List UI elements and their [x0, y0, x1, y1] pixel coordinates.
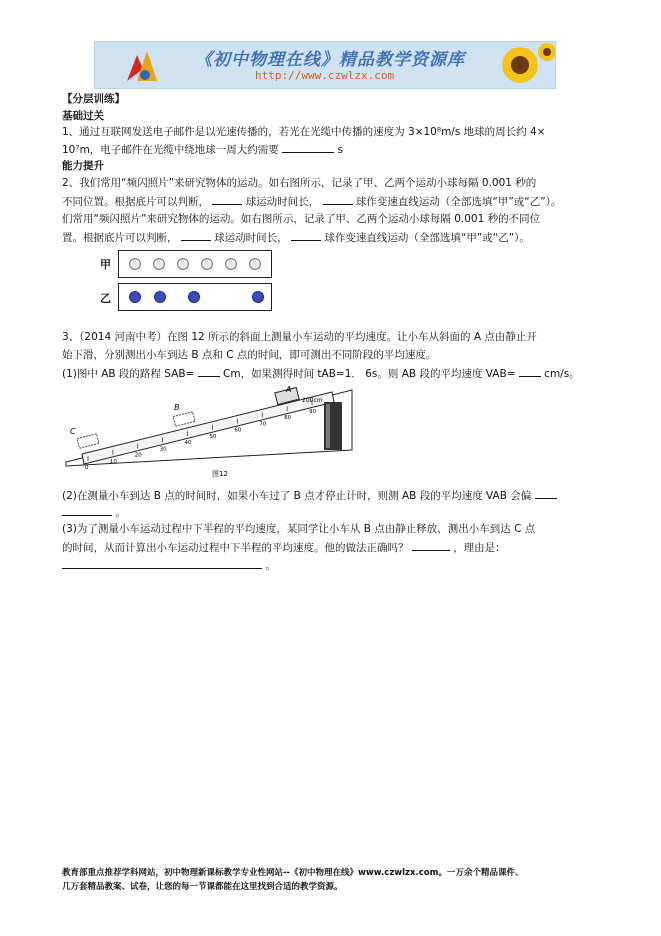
- section-title: 【分层训练】: [62, 93, 125, 105]
- q3-line-8: [62, 558, 276, 573]
- q3-line-6: (3)为了测量小车运动过程中下半程的平均速度，某同学让小车从 B 点由静止释放，测出小车到达 C 点: [62, 523, 536, 535]
- ball-jia: [249, 258, 261, 270]
- ball-jia: [201, 258, 213, 270]
- ruler-tick-label: 80: [284, 415, 292, 422]
- q3-text-8: 。: [265, 560, 276, 572]
- q3-text-1: (1)图中 AB 段的路程 SAB=: [62, 368, 195, 380]
- q3-text-5: 。: [115, 507, 126, 519]
- q3-line-1: 3、（2014 河南中考）在图 12 所示的斜面上测量小车运动的平均速度。让小车从斜面的 A 点由静止开: [62, 331, 537, 343]
- ruler-unit-label: 100cm: [302, 397, 323, 404]
- ball-yi: [252, 291, 264, 303]
- ball-jia: [153, 258, 165, 270]
- label-yi: 乙: [100, 292, 111, 305]
- q3-text-7: ，理由是：: [453, 542, 506, 554]
- q3-blank-sab[interactable]: [198, 366, 220, 377]
- q1-unit: s: [337, 144, 343, 156]
- q2-blank-3[interactable]: [181, 230, 211, 241]
- q2-text-3: 球作变速直线运动（全部选填“甲”或“乙”）。: [355, 196, 562, 208]
- point-a-label: A: [286, 385, 292, 394]
- q3-line-5: [62, 505, 126, 520]
- banner-url[interactable]: http://www.czwlzx.com: [255, 69, 395, 82]
- q3-blank-bias-1[interactable]: [535, 488, 557, 499]
- q3-text-6: 的时间，从而计算出小车运动过程中下半程的平均速度。他的做法正确吗？: [62, 542, 409, 554]
- figure-caption: 图12: [212, 470, 228, 478]
- ruler-tick-label: 20: [134, 452, 142, 459]
- q2-text-4: 置。根据底片可以判断，: [62, 232, 178, 244]
- q3-blank-correct[interactable]: [412, 540, 450, 551]
- point-c-label: C: [70, 427, 76, 436]
- cart-b: [173, 412, 195, 427]
- q3-blank-vab[interactable]: [519, 366, 541, 377]
- ruler-tick-label: 90: [309, 409, 316, 415]
- sunflower-icon: [485, 42, 555, 88]
- ruler-tick-label: 10: [109, 458, 117, 465]
- q2-text-5: 球运动时间长，: [214, 232, 288, 244]
- q3-text-2: Cm，如果测得时间 tAB=1． 6s。则 AB 段的平均速度 VAB=: [223, 368, 516, 380]
- ruler-tick-label: 50: [209, 433, 217, 440]
- header-banner: [94, 41, 556, 89]
- strobe-frame-yi: [118, 283, 272, 311]
- ruler-tick-label: 0: [85, 465, 89, 471]
- q3-line-3: [62, 366, 580, 381]
- banner-title: 《初中物理在线》精品教学资源库: [195, 50, 465, 70]
- q3-text-4: (2)在测量小车到达 B 点的时间时，如果小车过了 B 点才停止计时，则测 AB 段的平均速度 VAB 会偏: [62, 490, 532, 502]
- incline-figure: [62, 384, 364, 480]
- q1-answer-blank[interactable]: [282, 142, 334, 153]
- q2-text-1: 不同位置。根据底片可以判断，: [62, 196, 209, 208]
- q2-line-2: [62, 194, 561, 209]
- cart-c: [77, 434, 99, 449]
- advanced-heading: 能力提升: [62, 160, 104, 172]
- q3-text-3: cm/s。: [544, 368, 580, 380]
- ball-jia: [225, 258, 237, 270]
- basic-heading: 基础过关: [62, 110, 104, 122]
- q2-blank-2[interactable]: [323, 194, 353, 205]
- strobe-frame-jia: [118, 250, 272, 278]
- point-b-label: B: [174, 403, 180, 412]
- q3-blank-bias-2[interactable]: [62, 505, 112, 516]
- footer-line-2: 几万套精品教案、试卷，让您的每一节课都能在这里找到合适的教学资源。: [62, 882, 343, 892]
- ball-yi: [154, 291, 166, 303]
- q3-line-4: [62, 488, 557, 503]
- ball-jia: [129, 258, 141, 270]
- q2-text-2: 球运动时间长，: [245, 196, 320, 208]
- q2-line-3: 们常用“频闪照片”来研究物体的运动。如右图所示，记录了甲、乙两个运动小球每隔 0.001 秒的不同位: [62, 213, 541, 225]
- ruler-tick-label: 40: [184, 440, 192, 447]
- label-jia: 甲: [100, 258, 111, 271]
- q2-blank-1[interactable]: [212, 194, 242, 205]
- q1-line-1: 1、通过互联网发送电子邮件是以光速传播的，若光在光缆中传播的速度为 3×10⁸m/s 地球的周长约 4×: [62, 126, 546, 138]
- ball-yi: [188, 291, 200, 303]
- logo-icon: [123, 45, 163, 85]
- q2-blank-4[interactable]: [291, 230, 321, 241]
- ball-jia: [177, 258, 189, 270]
- q3-line-2: 始下滑，分别测出小车到达 B 点和 C 点的时间，即可测出不同阶段的平均速度。: [62, 349, 437, 361]
- ruler-tick-label: 60: [234, 427, 242, 434]
- q2-line-4: [62, 230, 530, 245]
- q3-blank-reason[interactable]: [62, 558, 262, 569]
- ruler-tick-label: 30: [159, 446, 167, 453]
- ruler-tick-label: 70: [259, 421, 267, 428]
- q1-line-2: [62, 142, 343, 157]
- q1-text: 10⁷m，电子邮件在光缆中绕地球一周大约需要: [62, 144, 279, 156]
- q2-text-6: 球作变速直线运动（全部选填“甲”或“乙”）。: [324, 232, 530, 244]
- ball-yi: [129, 291, 141, 303]
- footer-line-1: 教育部重点推荐学科网站，初中物理新课标教学专业性网站--《初中物理在线》www.czwlzx.com。一万余个精品课件、: [62, 868, 524, 878]
- q2-line-1: 2、我们常用“频闪照片”来研究物体的运动。如右图所示，记录了甲、乙两个运动小球每隔 0.001 秒的: [62, 177, 537, 189]
- q3-line-7: [62, 540, 506, 555]
